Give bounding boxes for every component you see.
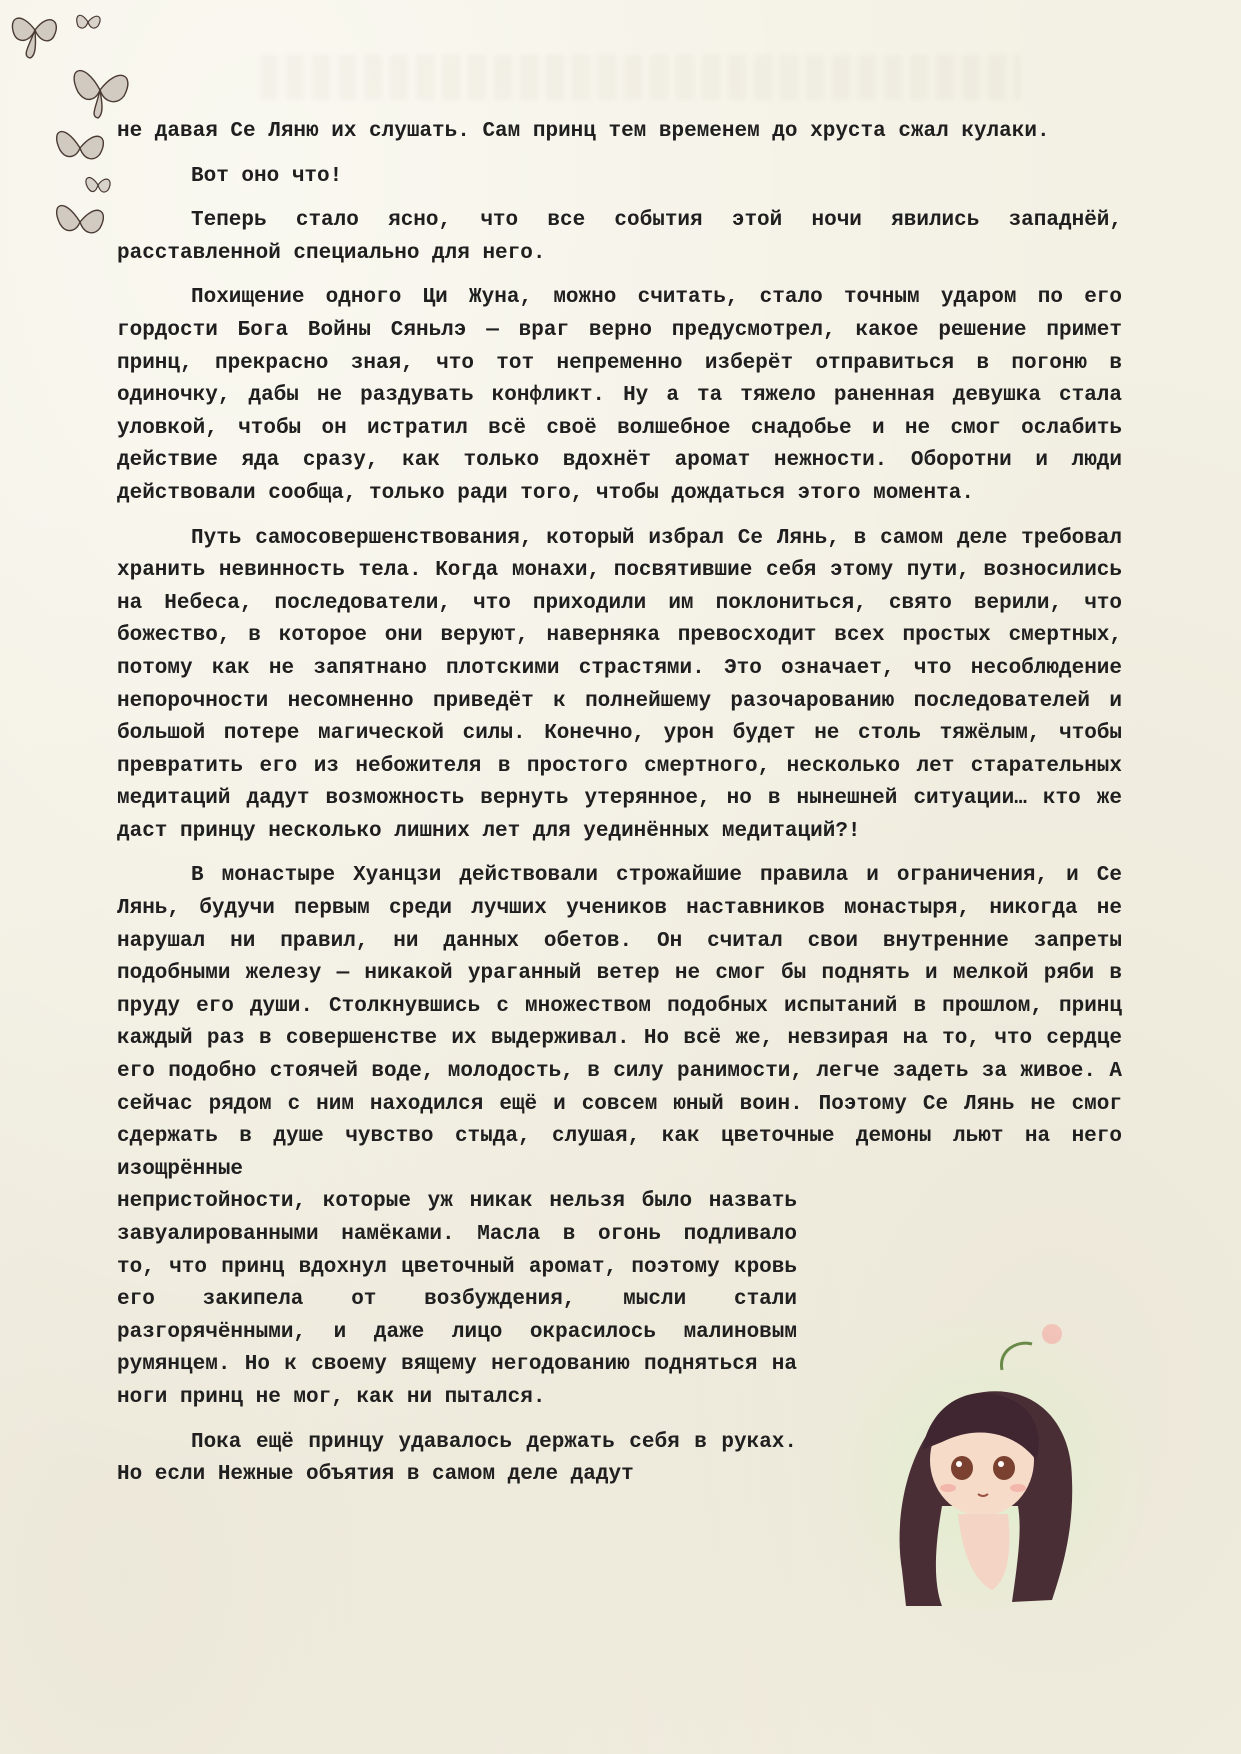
paragraph: Теперь стало ясно, что все события этой ночи явились западнёй, расставленной специально для него. xyxy=(117,209,1122,265)
butterfly-icon xyxy=(74,71,128,118)
paragraph: не давая Се Ляню их слушать. Сам принц тем временем до хруста сжал кулаки. xyxy=(117,120,1050,143)
butterfly-icon xyxy=(12,18,56,58)
chibi-illustration xyxy=(822,1310,1152,1610)
butterfly-icon xyxy=(86,178,110,192)
butterfly-icon xyxy=(77,15,100,28)
narrow-paragraphs xyxy=(117,1186,797,1491)
body-text xyxy=(117,116,1122,1504)
paragraph: Похищение одного Ци Жуна, можно считать, стало точным ударом по его гордости Бога Войны Сяньлэ — враг верно предусмотрел, какое решение примет принц, прекрасно зная, что тот непременно изберёт отправиться в погоню в одиночку, дабы не раздувать конфликт. Ну а та тяжело раненная девушка стала уловкой, чтобы он истратил всё своё волшебное снадобье и не смог ослабить действие яда сразу, как только вдохнёт аромат нежности. Оборотни и люди действовали сообща, только ради того, чтобы дождаться этого момента. xyxy=(117,286,1122,505)
butterfly-icon xyxy=(57,206,104,233)
chibi-character-icon xyxy=(822,1310,1152,1610)
faded-watermark xyxy=(260,55,1020,100)
paragraph: Путь самосовершенствования, который избрал Се Лянь, в самом деле требовал хранить невинность тела. Когда монахи, посвятившие себя этому пути, возносились на Небеса, последователи, что приходили им поклониться, свято верили, что божество, в которое они веруют, наверняка превосходит всех простых смертных, потому как не запятнано плотскими страстями. Это означает, что несоблюдение непорочности несомненно приведёт к полнейшему разочарованию последователей и большой потере магической силы. Конечно, урон будет не столь тяжёлым, чтобы превратить его из небожителя в простого смертного, несколько лет старательных медитаций дадут возможность вернуть утерянное, но в нынешней ситуации… кто же даст принцу несколько лишних лет для уединённых медитаций?! xyxy=(117,526,1122,843)
paragraph: В монастыре Хуанцзи действовали строжайшие правила и ограничения, и Се Лянь, будучи первым среди лучших учеников наставников монастыря, никогда не нарушал ни правил, ни данных обетов. Он считал свои внутренние запреты подобными железу — никакой ураганный ветер не смог бы поднять и мелкой ряби в пруду его души. Столкнувшись с множеством подобных испытаний в прошлом, принц каждый раз в совершенстве их выдерживал. Но всё же, невзирая на то, что сердце его подобно стоячей воде, молодость, в силу ранимости, легче задеть за живое. А сейчас рядом с ним находился ещё и совсем юный воин. Поэтому Се Лянь не смог сдержать в душе чувство стыда, слушая, как цветочные демоны льют на него изощрённые xyxy=(117,864,1122,1181)
full-width-paragraphs xyxy=(117,116,1122,1186)
paragraph: Вот оно что! xyxy=(191,164,343,188)
paragraph: непристойности, которые уж никак нельзя было назвать завуалированными намёками. Масла в огонь подливало то, что принц вдохнул цветочный аромат, поэтому кровь его закипела от возбуждения, мысли стали разгорячёнными, и даже лицо окрасилось малиновым румянцем. Но к своему вящему негодованию подняться на ноги принц не мог, как ни пытался. xyxy=(117,1190,797,1409)
paragraph: Пока ещё принцу удавалось держать себя в руках. Но если Нежные объятия в самом деле дадут xyxy=(117,1430,797,1487)
butterfly-icon xyxy=(57,132,104,159)
